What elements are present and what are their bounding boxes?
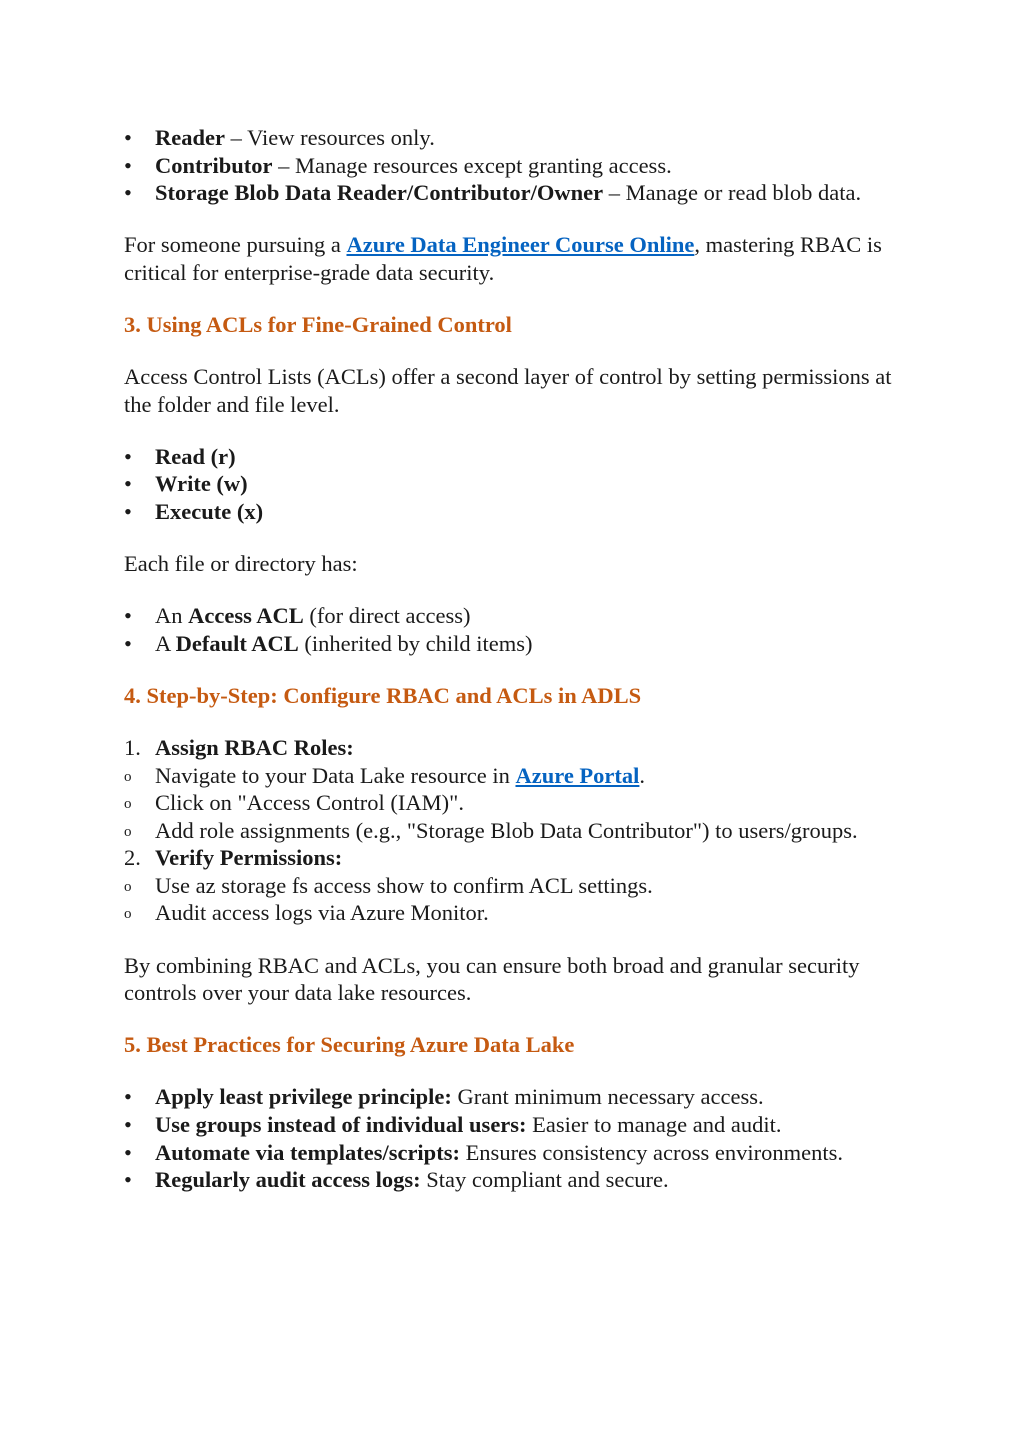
sub-step-item: o Use az storage fs access show to confirm ACL settings.: [124, 872, 904, 900]
best-practices-list: [124, 1083, 904, 1193]
permissions-list: [124, 443, 904, 526]
list-item: • Reader – View resources only.: [124, 124, 904, 152]
section-5-heading: 5. Best Practices for Securing Azure Data Lake: [124, 1032, 575, 1058]
closing-paragraph: By combining RBAC and ACLs, you can ensure both broad and granular security controls over your data lake resources.: [124, 952, 860, 1006]
sub-step-item: o Add role assignments (e.g., "Storage Blob Data Contributor") to users/groups.: [124, 817, 904, 845]
list-item: • An Access ACL (for direct access): [124, 602, 904, 630]
course-link[interactable]: Azure Data Engineer Course Online: [346, 232, 695, 258]
list-item: • Regularly audit access logs: Stay compliant and secure.: [124, 1166, 904, 1194]
azure-portal-link[interactable]: Azure Portal: [515, 762, 640, 788]
acl-types-list: [124, 602, 904, 657]
each-has-paragraph: Each file or directory has:: [124, 551, 358, 577]
list-item: • A Default ACL (inherited by child items): [124, 630, 904, 658]
list-item: • Apply least privilege principle: Grant minimum necessary access.: [124, 1083, 904, 1111]
list-item: • Write (w): [124, 470, 904, 498]
course-paragraph: For someone pursuing a Azure Data Engineer Course Online, mastering RBAC is critical for enterprise-grade data security.: [124, 232, 882, 285]
section-3-heading: 3. Using ACLs for Fine-Grained Control: [124, 311, 512, 337]
list-item: • Automate via templates/scripts: Ensures consistency across environments.: [124, 1139, 904, 1167]
sub-step-item: o Click on "Access Control (IAM)".: [124, 789, 904, 817]
step-item: 2. Verify Permissions:: [124, 845, 343, 871]
list-item: • Execute (x): [124, 498, 904, 526]
steps-list: [124, 734, 904, 927]
section-4-heading: 4. Step-by-Step: Configure RBAC and ACLs in ADLS: [124, 682, 642, 708]
document-content: [124, 124, 904, 1194]
sub-step-item: o Audit access logs via Azure Monitor.: [124, 899, 904, 927]
list-item: • Storage Blob Data Reader/Contributor/Owner – Manage or read blob data.: [124, 179, 904, 207]
step-item: 1. Assign RBAC Roles:: [124, 734, 354, 760]
roles-list: [124, 124, 904, 207]
acl-intro-paragraph: Access Control Lists (ACLs) offer a second layer of control by setting permissions at the folder and file level.: [124, 364, 892, 417]
sub-step-item: o Navigate to your Data Lake resource in Azure Portal.: [124, 762, 904, 790]
list-item: • Contributor – Manage resources except granting access.: [124, 152, 904, 180]
list-item: • Read (r): [124, 443, 904, 471]
list-item: • Use groups instead of individual users: Easier to manage and audit.: [124, 1111, 904, 1139]
